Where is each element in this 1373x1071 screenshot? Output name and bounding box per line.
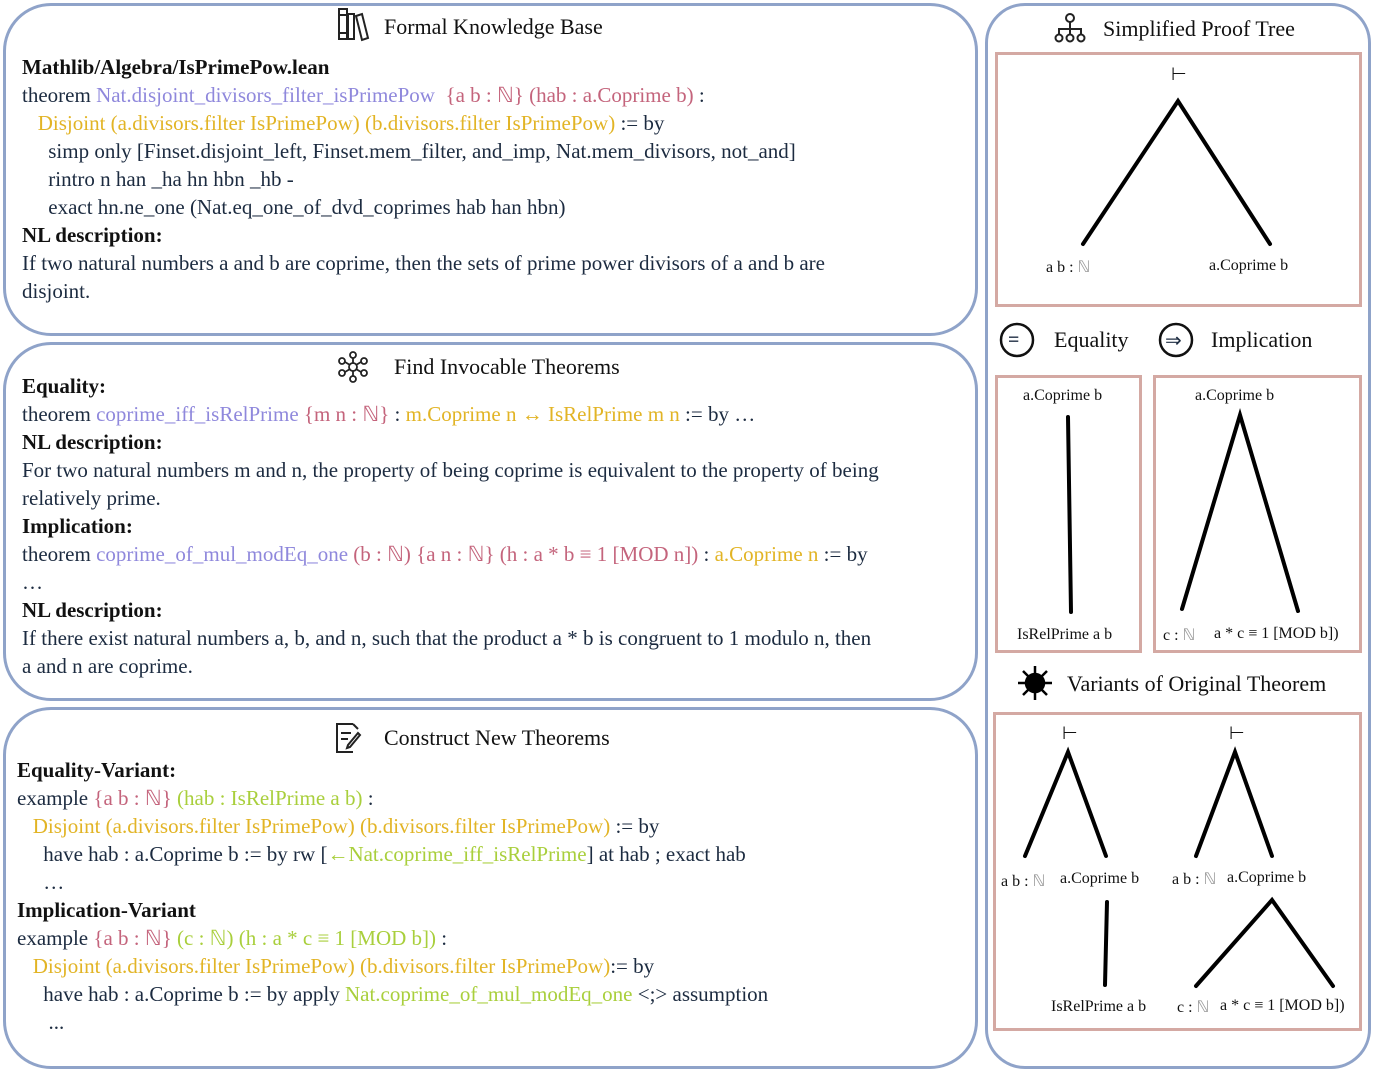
proof-tree-title: Simplified Proof Tree: [1103, 16, 1295, 41]
variant-leaf-variables: a b : ℕ: [1001, 873, 1046, 890]
text-segment: := by: [818, 542, 868, 566]
tree-leaf-hypothesis: a.Coprime b: [1209, 257, 1289, 274]
text-segment: Disjoint (a.divisors.filter IsPrimePow) (b.divisors.filter IsPrimePow): [22, 111, 616, 135]
variant-equality-leaf: IsRelPrime a b: [1051, 998, 1147, 1015]
text-segment: ...: [17, 1010, 65, 1034]
text-segment: NL description:: [22, 598, 163, 622]
turnstile: ⊢: [1229, 723, 1245, 743]
text-segment: Nat.coprime_of_mul_modEq_one: [344, 982, 633, 1006]
text-segment: For two natural numbers m and n, the property of being coprime is equivalent to the property of being: [22, 458, 879, 482]
text-segment: Implication-Variant: [17, 898, 196, 922]
text-segment: rintro n han _ha hn hbn _hb -: [22, 167, 294, 191]
text-segment: (c : ℕ) (h : a * c ≡ 1 [MOD b]): [177, 926, 437, 950]
implication-leaf-c: c : ℕ: [1163, 627, 1196, 644]
variants-title: Variants of Original Theorem: [1067, 671, 1327, 696]
text-segment: ] at hab ; exact hab: [586, 842, 746, 866]
panel-title: Find Invocable Theorems: [394, 354, 620, 379]
text-segment: If there exist natural numbers a, b, and n, such that the product a * b is congruent to 1 modulo n, then: [22, 626, 872, 650]
text-segment: m.Coprime n ↔ IsRelPrime m n: [405, 402, 680, 426]
text-segment: coprime_iff_isRelPrime: [96, 402, 304, 426]
text-segment: ←Nat.coprime_iff_isRelPrime: [327, 842, 587, 866]
text-segment: relatively prime.: [22, 486, 161, 510]
turnstile: ⊢: [1062, 723, 1078, 743]
text-segment: {a b : ℕ}: [93, 786, 178, 810]
text-segment: <;> assumption: [632, 982, 769, 1006]
text-segment: example: [17, 786, 94, 810]
text-segment: Mathlib/Algebra/IsPrimePow.lean: [22, 55, 330, 79]
implication-top: a.Coprime b: [1195, 387, 1275, 404]
text-segment: :: [389, 402, 406, 426]
text-segment: :: [693, 83, 705, 107]
variant-leaf-hypothesis: a.Coprime b: [1227, 869, 1307, 886]
text-segment: Disjoint (a.divisors.filter IsPrimePow) (b.divisors.filter IsPrimePow): [17, 814, 611, 838]
text-segment: := by: [610, 954, 655, 978]
implication-legend-label: Implication: [1211, 327, 1313, 352]
implication-symbol-icon: ⇒: [1165, 330, 1182, 352]
text-segment: NL description:: [22, 223, 163, 247]
variant-implication-leaf-mod: a * c ≡ 1 [MOD b]): [1220, 997, 1345, 1014]
text-segment: coprime_of_mul_modEq_one: [96, 542, 354, 566]
text-segment: If two natural numbers a and b are coprime, then the sets of prime power divisors of a and b are: [22, 251, 825, 275]
text-segment: …: [17, 870, 65, 894]
implication-leaf-mod: a * c ≡ 1 [MOD b]): [1214, 625, 1339, 642]
text-segment: {a b : ℕ}: [93, 926, 178, 950]
text-segment: := by: [610, 814, 660, 838]
text-segment: theorem: [22, 542, 97, 566]
equality-bottom: IsRelPrime a b: [1017, 626, 1113, 643]
text-segment: …: [22, 570, 43, 594]
text-segment: a and n are coprime.: [22, 654, 193, 678]
panel-title: Construct New Theorems: [384, 725, 610, 750]
text-segment: Nat.disjoint_divisors_filter_isPrimePow: [96, 83, 446, 107]
variant-leaf-hypothesis: a.Coprime b: [1060, 870, 1140, 887]
text-segment: disjoint.: [22, 279, 91, 303]
text-segment: :: [362, 786, 374, 810]
text-segment: (hab : IsRelPrime a b): [177, 786, 363, 810]
text-segment: exact hn.ne_one (Nat.eq_one_of_dvd_coprimes hab han hbn): [22, 195, 566, 219]
equality-top: a.Coprime b: [1023, 387, 1103, 404]
equality-symbol-icon: =: [1008, 329, 1020, 351]
virus-icon: [1016, 664, 1054, 702]
text-segment: Disjoint (a.divisors.filter IsPrimePow) (b.divisors.filter IsPrimePow): [17, 954, 611, 978]
text-segment: {a b : ℕ} (hab : a.Coprime b): [445, 83, 694, 107]
text-segment: {m n : ℕ}: [303, 402, 390, 426]
text-segment: := by …: [679, 402, 756, 426]
turnstile: ⊢: [1171, 64, 1187, 84]
variant-leaf-variables: a b : ℕ: [1172, 871, 1217, 888]
text-segment: Implication:: [22, 514, 133, 538]
text-segment: :: [436, 926, 448, 950]
panel-title: Formal Knowledge Base: [384, 14, 603, 39]
text-segment: Equality-Variant:: [17, 758, 177, 782]
text-segment: theorem: [22, 402, 97, 426]
text-segment: have hab : a.Coprime b := by rw [: [17, 842, 328, 866]
text-segment: simp only [Finset.disjoint_left, Finset.mem_filter, and_imp, Nat.mem_divisors, not_and]: [22, 139, 796, 163]
text-segment: (b : ℕ) {a n : ℕ} (h : a * b ≡ 1 [MOD n]): [353, 542, 699, 566]
text-segment: := by: [615, 111, 665, 135]
text-segment: a.Coprime n: [714, 542, 819, 566]
equality-legend-label: Equality: [1054, 327, 1129, 352]
text-segment: :: [698, 542, 715, 566]
text-segment: Equality:: [22, 374, 107, 398]
text-segment: have hab : a.Coprime b := by apply: [17, 982, 345, 1006]
variant-implication-leaf-c: c : ℕ: [1177, 999, 1210, 1016]
text-segment: NL description:: [22, 430, 163, 454]
text-segment: example: [17, 926, 94, 950]
tree-leaf-variables: a b : ℕ: [1046, 259, 1091, 276]
text-segment: theorem: [22, 83, 97, 107]
